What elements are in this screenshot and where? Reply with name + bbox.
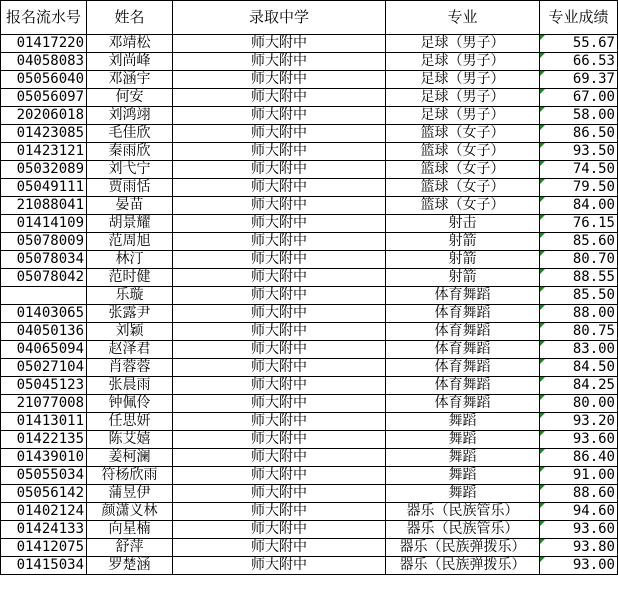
cell-score[interactable]: [540, 305, 618, 323]
cell-score[interactable]: [540, 431, 618, 449]
score-value: 84.25: [572, 377, 615, 393]
cell-name[interactable]: 何安: [87, 89, 173, 107]
cell-major[interactable]: 射箭: [386, 233, 540, 251]
cell-school[interactable]: 师大附中: [173, 143, 386, 161]
cell-name[interactable]: 刘鸿翊: [87, 107, 173, 125]
table-row: [1, 107, 618, 125]
score-value: 93.00: [572, 557, 615, 573]
table-row: [1, 53, 618, 71]
cell-id[interactable]: 05078042: [1, 269, 87, 287]
score-value: 55.67: [572, 35, 615, 51]
number-as-text-indicator-icon: [540, 215, 545, 220]
cell-major[interactable]: 篮球（女子）: [386, 179, 540, 197]
cell-major[interactable]: 器乐（民族管乐）: [386, 521, 540, 539]
cell-school[interactable]: 师大附中: [173, 89, 386, 107]
cell-name[interactable]: 向星楠: [87, 521, 173, 539]
table-row: [1, 359, 618, 377]
cell-id[interactable]: 05032089: [1, 161, 87, 179]
table-row: [1, 125, 618, 143]
number-as-text-indicator-icon: [540, 107, 545, 112]
score-value: 84.50: [572, 359, 615, 375]
number-as-text-indicator-icon: [540, 377, 545, 382]
table-row: [1, 521, 618, 539]
cell-major[interactable]: 足球（男子）: [386, 107, 540, 125]
number-as-text-indicator-icon: [540, 539, 545, 544]
table-row: [1, 467, 618, 485]
cell-score[interactable]: [540, 89, 618, 107]
cell-name[interactable]: 刘颖: [87, 323, 173, 341]
score-value: 69.37: [572, 71, 615, 87]
cell-major[interactable]: 体育舞蹈: [386, 287, 540, 305]
table-row: [1, 179, 618, 197]
table-row: [1, 485, 618, 503]
cell-major[interactable]: 篮球（女子）: [386, 125, 540, 143]
table-row: [1, 323, 618, 341]
table-row: [1, 539, 618, 557]
cell-major[interactable]: 足球（男子）: [386, 35, 540, 53]
cell-score[interactable]: [540, 125, 618, 143]
cell-name[interactable]: 姜柯澜: [87, 449, 173, 467]
cell-id[interactable]: 05056097: [1, 89, 87, 107]
cell-score[interactable]: [540, 503, 618, 521]
score-value: 80.70: [572, 251, 615, 267]
number-as-text-indicator-icon: [540, 557, 545, 562]
number-as-text-indicator-icon: [540, 485, 545, 490]
score-value: 93.60: [572, 431, 615, 447]
cell-id[interactable]: 01415034: [1, 557, 87, 575]
cell-major[interactable]: 舞蹈: [386, 467, 540, 485]
table-row: [1, 215, 618, 233]
cell-name[interactable]: 陈艾嬉: [87, 431, 173, 449]
cell-school[interactable]: 师大附中: [173, 521, 386, 539]
cell-major[interactable]: 篮球（女子）: [386, 143, 540, 161]
cell-id[interactable]: 01423121: [1, 143, 87, 161]
cell-id[interactable]: 01413011: [1, 413, 87, 431]
header-row: [1, 1, 618, 35]
cell-id[interactable]: 05078034: [1, 251, 87, 269]
score-value: 85.50: [572, 287, 615, 303]
table-body: [1, 35, 618, 575]
cell-school[interactable]: 师大附中: [173, 413, 386, 431]
cell-score[interactable]: [540, 71, 618, 89]
cell-name[interactable]: 范时健: [87, 269, 173, 287]
cell-major[interactable]: 足球（男子）: [386, 89, 540, 107]
score-value: 88.00: [572, 305, 615, 321]
cell-major[interactable]: 器乐（民族弹拨乐）: [386, 539, 540, 557]
score-value: 85.60: [572, 233, 615, 249]
cell-id[interactable]: 01422135: [1, 431, 87, 449]
score-value: 88.60: [572, 485, 615, 501]
table-row: [1, 71, 618, 89]
score-value: 84.00: [572, 197, 615, 213]
cell-name[interactable]: 晏苗: [87, 197, 173, 215]
number-as-text-indicator-icon: [540, 449, 545, 454]
cell-score[interactable]: [540, 107, 618, 125]
cell-school[interactable]: 师大附中: [173, 431, 386, 449]
cell-name[interactable]: 张晨雨: [87, 377, 173, 395]
number-as-text-indicator-icon: [540, 413, 545, 418]
cell-major[interactable]: 舞蹈: [386, 431, 540, 449]
cell-score[interactable]: [540, 215, 618, 233]
cell-major[interactable]: 体育舞蹈: [386, 359, 540, 377]
cell-score[interactable]: [540, 449, 618, 467]
cell-major[interactable]: 体育舞蹈: [386, 305, 540, 323]
cell-score[interactable]: [540, 413, 618, 431]
cell-name[interactable]: 肖蓉蓉: [87, 359, 173, 377]
number-as-text-indicator-icon: [540, 35, 545, 40]
cell-school[interactable]: 师大附中: [173, 269, 386, 287]
cell-name[interactable]: 符杨欣雨: [87, 467, 173, 485]
cell-id[interactable]: 01412075: [1, 539, 87, 557]
table-row: [1, 143, 618, 161]
cell-name[interactable]: 任思妍: [87, 413, 173, 431]
cell-score[interactable]: [540, 251, 618, 269]
score-value: 93.20: [572, 413, 615, 429]
cell-school[interactable]: 师大附中: [173, 377, 386, 395]
cell-name[interactable]: 乐璇: [87, 287, 173, 305]
cell-id[interactable]: 05056142: [1, 485, 87, 503]
cell-name[interactable]: 邓靖松: [87, 35, 173, 53]
score-value: 80.00: [572, 395, 615, 411]
cell-major[interactable]: 射箭: [386, 269, 540, 287]
table-row: [1, 89, 618, 107]
header-school[interactable]: 录取中学: [173, 1, 386, 35]
cell-score[interactable]: [540, 341, 618, 359]
number-as-text-indicator-icon: [540, 143, 545, 148]
cell-id[interactable]: 04050136: [1, 323, 87, 341]
score-value: 93.50: [572, 143, 615, 159]
number-as-text-indicator-icon: [540, 323, 545, 328]
cell-school[interactable]: 师大附中: [173, 233, 386, 251]
cell-school[interactable]: 师大附中: [173, 215, 386, 233]
cell-score[interactable]: [540, 179, 618, 197]
table-row: [1, 413, 618, 431]
cell-major[interactable]: 舞蹈: [386, 449, 540, 467]
cell-id[interactable]: 05056040: [1, 71, 87, 89]
number-as-text-indicator-icon: [540, 269, 545, 274]
cell-id[interactable]: 05055034: [1, 467, 87, 485]
table-row: [1, 449, 618, 467]
cell-school[interactable]: 师大附中: [173, 53, 386, 71]
score-value: 83.00: [572, 341, 615, 357]
cell-major[interactable]: 器乐（民族管乐）: [386, 503, 540, 521]
cell-name[interactable]: 蒲昱伊: [87, 485, 173, 503]
cell-score[interactable]: [540, 269, 618, 287]
number-as-text-indicator-icon: [540, 71, 545, 76]
cell-major[interactable]: 体育舞蹈: [386, 323, 540, 341]
score-value: 67.00: [572, 89, 615, 105]
cell-score[interactable]: [540, 377, 618, 395]
cell-school[interactable]: 师大附中: [173, 71, 386, 89]
cell-score[interactable]: [540, 485, 618, 503]
cell-school[interactable]: 师大附中: [173, 323, 386, 341]
cell-school[interactable]: 师大附中: [173, 107, 386, 125]
score-value: 93.80: [572, 539, 615, 555]
cell-name[interactable]: 罗楚涵: [87, 557, 173, 575]
number-as-text-indicator-icon: [540, 251, 545, 256]
cell-id[interactable]: 01402124: [1, 503, 87, 521]
cell-school[interactable]: 师大附中: [173, 161, 386, 179]
table-row: [1, 557, 618, 575]
cell-school[interactable]: 师大附中: [173, 557, 386, 575]
cell-school[interactable]: 师大附中: [173, 341, 386, 359]
number-as-text-indicator-icon: [540, 305, 545, 310]
score-value: 86.50: [572, 125, 615, 141]
number-as-text-indicator-icon: [540, 359, 545, 364]
cell-id[interactable]: 21088041: [1, 197, 87, 215]
cell-school[interactable]: 师大附中: [173, 251, 386, 269]
cell-name[interactable]: 林汀: [87, 251, 173, 269]
cell-id[interactable]: 20206018: [1, 107, 87, 125]
cell-school[interactable]: 师大附中: [173, 197, 386, 215]
cell-score[interactable]: [540, 557, 618, 575]
cell-score[interactable]: [540, 323, 618, 341]
number-as-text-indicator-icon: [540, 395, 545, 400]
cell-score[interactable]: [540, 521, 618, 539]
cell-id[interactable]: 04058083: [1, 53, 87, 71]
cell-major[interactable]: 射击: [386, 215, 540, 233]
cell-id[interactable]: [1, 287, 87, 305]
cell-major[interactable]: 篮球（女子）: [386, 197, 540, 215]
number-as-text-indicator-icon: [540, 125, 545, 130]
cell-name[interactable]: 秦雨欣: [87, 143, 173, 161]
cell-name[interactable]: 范周旭: [87, 233, 173, 251]
cell-id[interactable]: 01439010: [1, 449, 87, 467]
score-value: 79.50: [572, 179, 615, 195]
score-value: 93.60: [572, 521, 615, 537]
cell-major[interactable]: 体育舞蹈: [386, 377, 540, 395]
cell-major[interactable]: 足球（男子）: [386, 71, 540, 89]
number-as-text-indicator-icon: [540, 89, 545, 94]
cell-school[interactable]: 师大附中: [173, 359, 386, 377]
cell-major[interactable]: 体育舞蹈: [386, 395, 540, 413]
cell-school[interactable]: 师大附中: [173, 395, 386, 413]
score-value: 94.60: [572, 503, 615, 519]
cell-name[interactable]: 赵泽君: [87, 341, 173, 359]
number-as-text-indicator-icon: [540, 179, 545, 184]
header-name[interactable]: 姓名: [87, 1, 173, 35]
cell-score[interactable]: [540, 287, 618, 305]
header-id[interactable]: 报名流水号: [1, 1, 87, 35]
number-as-text-indicator-icon: [540, 233, 545, 238]
score-value: 74.50: [572, 161, 615, 177]
cell-school[interactable]: 师大附中: [173, 485, 386, 503]
cell-school[interactable]: 师大附中: [173, 179, 386, 197]
cell-school[interactable]: 师大附中: [173, 287, 386, 305]
cell-name[interactable]: 钟佩伶: [87, 395, 173, 413]
cell-name[interactable]: 颜潇义林: [87, 503, 173, 521]
score-value: 80.75: [572, 323, 615, 339]
table-row: [1, 233, 618, 251]
cell-school[interactable]: 师大附中: [173, 503, 386, 521]
cell-id[interactable]: 01423085: [1, 125, 87, 143]
table-row: [1, 161, 618, 179]
cell-id[interactable]: 01414109: [1, 215, 87, 233]
cell-major[interactable]: 舞蹈: [386, 413, 540, 431]
score-value: 88.55: [572, 269, 615, 285]
header-major[interactable]: 专业: [386, 1, 540, 35]
cell-school[interactable]: 师大附中: [173, 35, 386, 53]
cell-score[interactable]: [540, 233, 618, 251]
score-value: 86.40: [572, 449, 615, 465]
cell-score[interactable]: [540, 143, 618, 161]
cell-major[interactable]: 器乐（民族弹拨乐）: [386, 557, 540, 575]
table-row: [1, 287, 618, 305]
cell-id[interactable]: 21077008: [1, 395, 87, 413]
cell-score[interactable]: [540, 359, 618, 377]
table-row: [1, 35, 618, 53]
cell-score[interactable]: [540, 467, 618, 485]
number-as-text-indicator-icon: [540, 287, 545, 292]
cell-name[interactable]: 贾雨恬: [87, 179, 173, 197]
table-row: [1, 377, 618, 395]
cell-name[interactable]: 毛佳欣: [87, 125, 173, 143]
cell-name[interactable]: 邓涵宇: [87, 71, 173, 89]
cell-name[interactable]: 舒萍: [87, 539, 173, 557]
cell-school[interactable]: 师大附中: [173, 449, 386, 467]
cell-id[interactable]: 01424133: [1, 521, 87, 539]
cell-major[interactable]: 篮球（女子）: [386, 161, 540, 179]
table-row: [1, 269, 618, 287]
number-as-text-indicator-icon: [540, 53, 545, 58]
table-row: [1, 431, 618, 449]
number-as-text-indicator-icon: [540, 431, 545, 436]
number-as-text-indicator-icon: [540, 161, 545, 166]
cell-id[interactable]: 05078009: [1, 233, 87, 251]
cell-id[interactable]: 05049111: [1, 179, 87, 197]
cell-name[interactable]: 胡景耀: [87, 215, 173, 233]
cell-id[interactable]: 01403065: [1, 305, 87, 323]
cell-id[interactable]: 05027104: [1, 359, 87, 377]
table-row: [1, 251, 618, 269]
score-value: 58.00: [572, 107, 615, 123]
cell-id[interactable]: 01417220: [1, 35, 87, 53]
number-as-text-indicator-icon: [540, 467, 545, 472]
number-as-text-indicator-icon: [540, 341, 545, 346]
cell-major[interactable]: 舞蹈: [386, 485, 540, 503]
table-row: [1, 305, 618, 323]
cell-id[interactable]: 04065094: [1, 341, 87, 359]
cell-id[interactable]: 05045123: [1, 377, 87, 395]
header-score[interactable]: 专业成绩: [540, 1, 618, 35]
cell-major[interactable]: 体育舞蹈: [386, 341, 540, 359]
cell-score[interactable]: [540, 161, 618, 179]
cell-name[interactable]: 张露尹: [87, 305, 173, 323]
number-as-text-indicator-icon: [540, 197, 545, 202]
cell-score[interactable]: [540, 395, 618, 413]
cell-school[interactable]: 师大附中: [173, 125, 386, 143]
number-as-text-indicator-icon: [540, 503, 545, 508]
score-value: 76.15: [572, 215, 615, 231]
cell-score[interactable]: [540, 539, 618, 557]
cell-school[interactable]: 师大附中: [173, 305, 386, 323]
cell-score[interactable]: [540, 53, 618, 71]
score-value: 66.53: [572, 53, 615, 69]
number-as-text-indicator-icon: [540, 521, 545, 526]
cell-name[interactable]: 刘弋宁: [87, 161, 173, 179]
cell-score[interactable]: [540, 35, 618, 53]
table-row: [1, 503, 618, 521]
cell-name[interactable]: 刘尚峰: [87, 53, 173, 71]
table-row: [1, 341, 618, 359]
cell-major[interactable]: 足球（男子）: [386, 53, 540, 71]
cell-school[interactable]: 师大附中: [173, 539, 386, 557]
score-value: 91.00: [572, 467, 615, 483]
table-row: [1, 395, 618, 413]
cell-score[interactable]: [540, 197, 618, 215]
table-row: [1, 197, 618, 215]
cell-school[interactable]: 师大附中: [173, 467, 386, 485]
cell-major[interactable]: 射箭: [386, 251, 540, 269]
